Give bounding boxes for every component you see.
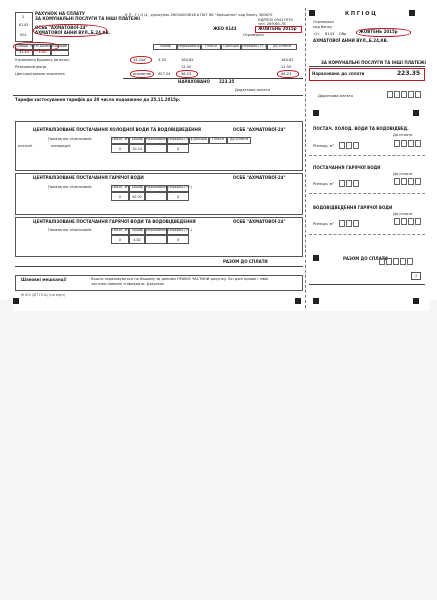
cold-tariff-value: 10.24	[129, 144, 145, 153]
account-num-top: 2	[22, 15, 25, 19]
svc-row-3-name: Централізоване опалення	[15, 72, 65, 76]
digit-box[interactable]	[394, 91, 400, 98]
stub-sec2-topay: До сплати	[393, 172, 413, 176]
digit-box[interactable]	[387, 91, 393, 98]
drain-head-volume: Обсяг, м³	[111, 228, 129, 235]
stub-sec3-meter: Різниця, м³	[313, 222, 334, 226]
digit-box[interactable]	[393, 258, 399, 265]
drain-volume-x: X	[111, 235, 129, 244]
stub-charged-label: Нараховано до сплати	[312, 71, 365, 76]
account-num-mid: 8143	[19, 23, 29, 27]
month-badge: ЖОВТЕНЬ 2015р	[258, 26, 297, 31]
hot-recalc-x: X	[167, 192, 189, 201]
digit-box[interactable]	[400, 258, 406, 265]
cold-water-title: ЦЕНТРАЛІЗОВАНЕ ПОСТАЧАННЯ ХОЛОДНОЇ ВОДИ ТА ВОДОВІДВЕДЕННЯ	[33, 127, 201, 132]
cold-head-tariff: Тариф	[129, 137, 145, 144]
cold-meter-prev: попередні	[51, 144, 71, 148]
page-number: 2	[415, 274, 418, 278]
svc-row-3-qty: опалення	[133, 72, 152, 76]
svc-head-tariff: Тариф	[153, 44, 177, 50]
osbb-name: ОСББ "АХМАТОВОЇ-24"	[35, 25, 88, 30]
grand-total-rule	[15, 266, 303, 267]
tear-line	[305, 8, 306, 308]
svc-row-2-topay: 12.50	[281, 65, 292, 69]
stub-divider	[309, 155, 425, 156]
cold-charged-cell	[145, 144, 167, 153]
hot-water-osbb: ОСББ "АХМАТОВОЇ-24"	[233, 175, 286, 180]
corner-mark-tl-stub	[309, 10, 315, 16]
footer-text-1: Кошти зараховуються по Вашому за даними ПРАВОЇ ЧАСТИНИ рахунку. Всі дані правої і лівої	[91, 277, 269, 281]
address-highlight	[33, 24, 107, 37]
hot-water-title: ЦЕНТРАЛІЗОВАНЕ ПОСТАЧАННЯ ГАРЯЧОЇ ВОДИ	[33, 175, 144, 180]
svc-row-3-tariff: 457.24	[158, 72, 171, 76]
stub-mark-5	[313, 298, 319, 304]
residents-head: Прожив	[52, 44, 68, 48]
drain-meter-head: Показання лічильників	[48, 228, 92, 232]
cold-head-subsidy: Субсидія	[189, 137, 209, 144]
cold-water-osbb: ОСББ "АХМАТОВОЇ-24"	[233, 127, 286, 132]
digit-box[interactable]	[408, 218, 414, 225]
stub-sec1-topay: До сплати	[393, 133, 413, 137]
drain-recalc-x: X	[167, 235, 189, 244]
qty-highlight	[130, 56, 152, 64]
digit-box[interactable]	[394, 140, 400, 147]
residents-value	[51, 50, 69, 56]
stub-sec3-title: ВОДОВІДВЕДЕННЯ ГАРЯЧОЇ ВОДИ	[313, 205, 393, 210]
receiver-label: Отримувач	[243, 33, 264, 37]
tariff-note: Тарифи застосування тарифів до 20 числа подовжено до 25.11.2015р.	[15, 97, 181, 102]
digit-box[interactable]	[353, 142, 359, 149]
footer-text-2: частини повинні співпадати. Дякуємо!	[91, 282, 165, 286]
digit-box[interactable]	[408, 140, 414, 147]
invoice-title: РАХУНОК НА СПЛАТУ	[35, 11, 85, 16]
total-label: НАРАХОВАНО	[178, 79, 210, 84]
bank-details: К П . Г І О Ц , р/рахунок 26034003618 в ПАТ КБ "Хрещатик" код банку 300670	[125, 13, 273, 17]
stub-sec2-meter: Різниця, м³	[313, 182, 334, 186]
cold-meter-head: Показання лічильників	[48, 137, 92, 141]
footer-label: Шановні мешканці!	[21, 277, 67, 282]
stub-mark-6	[413, 298, 419, 304]
cold-volume-x: X	[111, 144, 129, 153]
hot-meter-head: Показання лічильників	[48, 185, 92, 189]
svc-row-1-name: Утримання будинку (внесок)	[15, 58, 70, 62]
hot-head-tariff: Тариф	[129, 185, 145, 192]
digit-box[interactable]	[407, 258, 413, 265]
section-rule-1	[13, 95, 303, 96]
stub-month-highlight	[356, 28, 411, 37]
digit-box[interactable]	[339, 220, 345, 227]
balcony-value: 3.80	[33, 50, 51, 56]
balcony-head: Пн.Балкон	[34, 44, 53, 48]
svc-head-benefits: Пільги	[201, 44, 221, 50]
svc-row-1-charged: 164.62	[181, 58, 194, 62]
digit-box[interactable]	[353, 220, 359, 227]
area-value: 43.40	[15, 50, 33, 56]
digit-box[interactable]	[415, 140, 421, 147]
address: АХМАТОВОЇ АННИ ВУЛ.,Б.24,КВ.	[35, 30, 111, 35]
total-value: 223.35	[219, 79, 235, 84]
svc-row-2-name: Резервний фонд	[15, 65, 47, 69]
stub-sec1-meter: Різниця, м³	[313, 144, 334, 148]
svc-row-1-tariff: 3.35	[158, 58, 167, 62]
svc-row-1-topay: 164.62	[281, 58, 294, 62]
digit-box[interactable]	[401, 218, 407, 225]
blank-page-area	[0, 300, 437, 600]
heating-highlight	[130, 70, 154, 78]
corner-mark-bl	[13, 298, 19, 304]
digit-box[interactable]	[394, 218, 400, 225]
hot-head-recalc: Перерах.(+/-)	[167, 185, 189, 192]
cold-head-topay: До сплати	[227, 137, 251, 144]
extra-payment-label: Додаткова оплата	[235, 88, 270, 92]
total-rule	[123, 78, 303, 79]
digit-box[interactable]	[415, 218, 421, 225]
digit-box[interactable]	[346, 220, 352, 227]
stub-sec2-title: ПОСТАЧАННЯ ГАРЯЧОЇ ВОДИ	[313, 165, 381, 170]
stub-title-rule	[309, 66, 425, 67]
hot-drainage-osbb: ОСББ "АХМАТОВОЇ-24"	[233, 219, 286, 224]
stub-code-3: Обр	[339, 32, 347, 36]
drain-charged-cell	[145, 235, 167, 244]
area-highlight	[13, 42, 59, 51]
phone: тел. 289-60-78	[258, 22, 286, 26]
hot-volume-x: X	[111, 192, 129, 201]
svc-head-charged: Нараховано	[178, 44, 200, 48]
corner-mark-tr-stub	[409, 10, 415, 16]
cold-head-charged: Нараховано	[145, 137, 167, 144]
digit-box[interactable]	[401, 140, 407, 147]
grand-total-label: РАЗОМ ДО СПЛАТИ	[223, 259, 268, 264]
stub-total-label: РАЗОМ ДО СПЛАТИ	[343, 256, 388, 261]
stub-divider	[309, 193, 425, 194]
heating-pay-highlight	[277, 70, 299, 78]
digit-box[interactable]	[339, 180, 345, 187]
digit-box[interactable]	[379, 258, 385, 265]
svc-head-topay: До сплати	[267, 44, 297, 50]
stub-charged-value: 223.35	[397, 70, 421, 77]
digit-box[interactable]	[394, 178, 400, 185]
stub-sec1-title: ПОСТАЧ. ХОЛОД. ВОДИ ТА ВОДОВІДВЕД.	[313, 126, 409, 131]
stub-month-badge: ЖОВТЕНЬ 2015р	[359, 29, 398, 34]
stub-code-2: 8143	[325, 32, 335, 36]
digit-box[interactable]	[415, 178, 421, 185]
edrpou: ЄДРПОУ 05417979	[258, 18, 293, 22]
hot-charged-cell	[145, 192, 167, 201]
code-box: ЖЕО 8143	[213, 26, 237, 31]
digit-box[interactable]	[346, 142, 352, 149]
svc-row-1-qty: 43.2/м²	[133, 58, 147, 62]
drain-tariff-value: 4.82	[129, 235, 145, 244]
stub-bottom-rule	[309, 284, 425, 285]
heating-charge-highlight	[176, 70, 198, 78]
digit-box[interactable]	[386, 258, 392, 265]
corner-mark-br	[295, 298, 301, 304]
digit-box[interactable]	[346, 180, 352, 187]
hot-head-volume: Обсяг, м³	[111, 185, 129, 192]
hot-drainage-title: ЦЕНТРАЛІЗОВАНЕ ПОСТАЧАННЯ ГАРЯЧОЇ ВОДИ ТА ВОДОВІДВЕДЕННЯ	[33, 219, 196, 224]
footer-small: Ф 6/1 ДП ГІОЦ (по відп)	[21, 293, 66, 297]
svc-head-subsidy: Субсидія	[221, 44, 241, 50]
drain-head-recalc: Перерах.(+/-)	[167, 228, 189, 235]
svc-row-3-charged: 46.23	[181, 72, 192, 76]
svc-row-3-topay: 46.23	[281, 72, 292, 76]
cold-meter-current: поточні	[18, 144, 33, 148]
cold-head-volume: Обсяг, м³	[111, 137, 129, 144]
digit-box[interactable]	[401, 178, 407, 185]
drain-head-tariff: Тариф	[129, 228, 145, 235]
digit-box[interactable]	[408, 178, 414, 185]
digit-box[interactable]	[353, 180, 359, 187]
stub-sec3-topay: До сплати	[393, 212, 413, 216]
stub-mark-3	[413, 110, 419, 116]
hot-tariff-value: 40.92	[129, 192, 145, 201]
page-number-box	[411, 272, 421, 280]
cold-head-recalc: Перерах.(+/-)	[167, 137, 189, 144]
svc-head-recalc: Перерах.(+/-)	[242, 44, 267, 48]
stub-mark-2	[313, 110, 319, 116]
stub-code-1: »2«	[313, 32, 320, 36]
account-num-bot: 001	[20, 33, 27, 37]
cold-head-benefits: Пільги	[209, 137, 227, 144]
stub-extra-pay: Додаткова оплата	[318, 94, 353, 98]
stub-receiver: Отримувач	[313, 20, 334, 24]
stub-header: К П Г І О Ц	[345, 11, 376, 17]
digit-box[interactable]	[408, 91, 414, 98]
svc-row-2-charged: 12.50	[181, 65, 192, 69]
account-number-box	[15, 12, 33, 42]
month-highlight	[255, 26, 302, 33]
drain-head-charged: Нараховано	[145, 228, 167, 235]
stub-bank-code: код банку	[313, 25, 333, 29]
area-head: Площа, м²	[16, 44, 35, 48]
stub-divider	[309, 234, 425, 235]
stub-mark-4	[313, 255, 319, 261]
digit-box[interactable]	[415, 91, 421, 98]
invoice-sheet	[13, 8, 429, 311]
digit-box[interactable]	[339, 142, 345, 149]
invoice-subtitle: ЗА КОМУНАЛЬНІ ПОСЛУГИ ТА ІНШІ ПЛАТЕЖІ	[35, 16, 140, 21]
cold-recalc-x: X	[167, 144, 189, 153]
hot-head-charged: Нараховано	[145, 185, 167, 192]
digit-box[interactable]	[401, 91, 407, 98]
stub-address: АХМАТОВОЇ АННИ ВУЛ.,Б.24,КВ.	[313, 38, 389, 43]
stub-title: ЗА КОМУНАЛЬНІ ПОСЛУГИ ТА ІНШІ ПЛАТЕЖІ	[321, 60, 426, 65]
